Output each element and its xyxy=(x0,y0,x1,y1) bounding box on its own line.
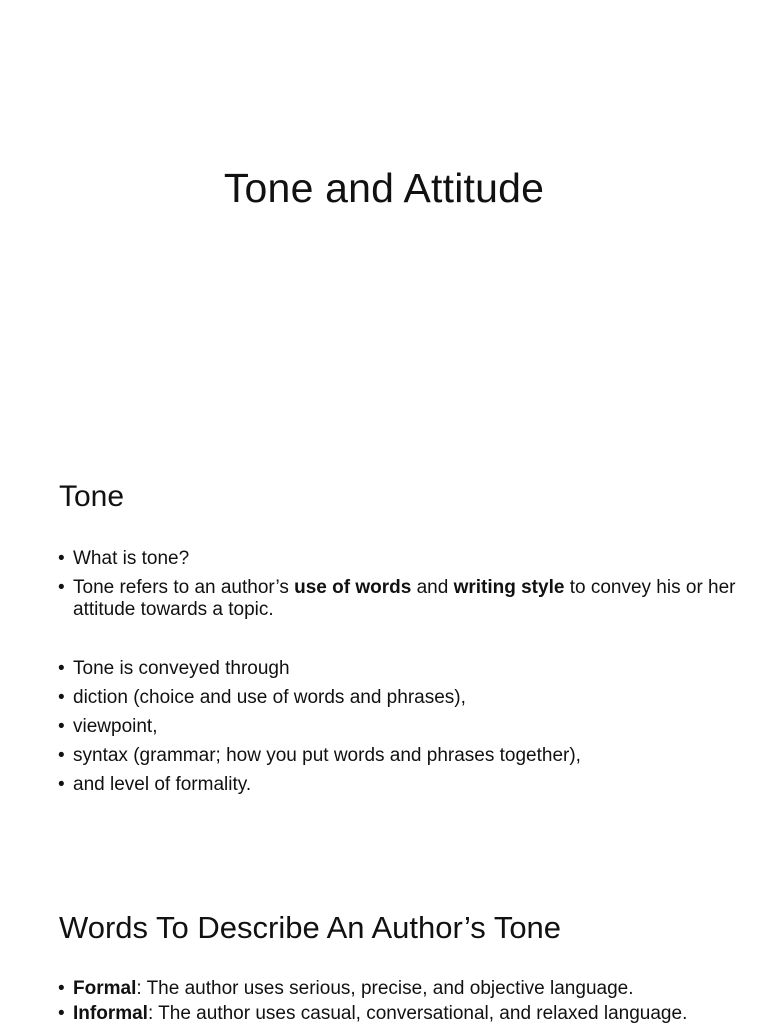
slide-heading-tone-words: Words To Describe An Author’s Tone xyxy=(59,910,562,945)
slide-tone-words xyxy=(0,864,768,1024)
term-formal: Formal xyxy=(73,978,137,999)
bullet-what-is-tone: • What is tone? xyxy=(58,548,738,570)
desc-formal: : The author uses serious, precise, and objective language. xyxy=(136,978,634,999)
slide-title xyxy=(0,0,768,432)
tone-conveyed-list xyxy=(58,658,738,803)
tone-definition-list xyxy=(58,548,738,628)
list-item-formal xyxy=(58,978,738,1000)
desc-informal: : The author uses casual, conversational, and relaxed language. xyxy=(147,1003,688,1024)
list-item: • diction (choice and use of words and phrases), xyxy=(58,687,738,709)
list-item: • viewpoint, xyxy=(58,716,738,738)
definition-text-2: and xyxy=(411,577,454,598)
definition-text-1: Tone refers to an author’s xyxy=(73,577,295,598)
list-item: • and level of formality. xyxy=(58,774,738,796)
tone-words-list xyxy=(58,978,738,1028)
emphasis-writing-style: writing style xyxy=(453,577,565,598)
definition-text-3: to convey his or her attitude towards a topic. xyxy=(73,577,736,620)
slide-tone xyxy=(0,432,768,864)
list-item-informal xyxy=(58,1003,738,1025)
term-informal: Informal xyxy=(73,1003,148,1024)
list-item: • Tone is conveyed through xyxy=(58,658,738,680)
bullet-tone-definition xyxy=(58,577,738,621)
presentation-title: Tone and Attitude xyxy=(223,165,545,211)
list-item: • syntax (grammar; how you put words and phrases together), xyxy=(58,745,738,767)
slide-heading-tone: Tone xyxy=(59,480,125,513)
emphasis-use-of-words: use of words xyxy=(294,577,412,598)
